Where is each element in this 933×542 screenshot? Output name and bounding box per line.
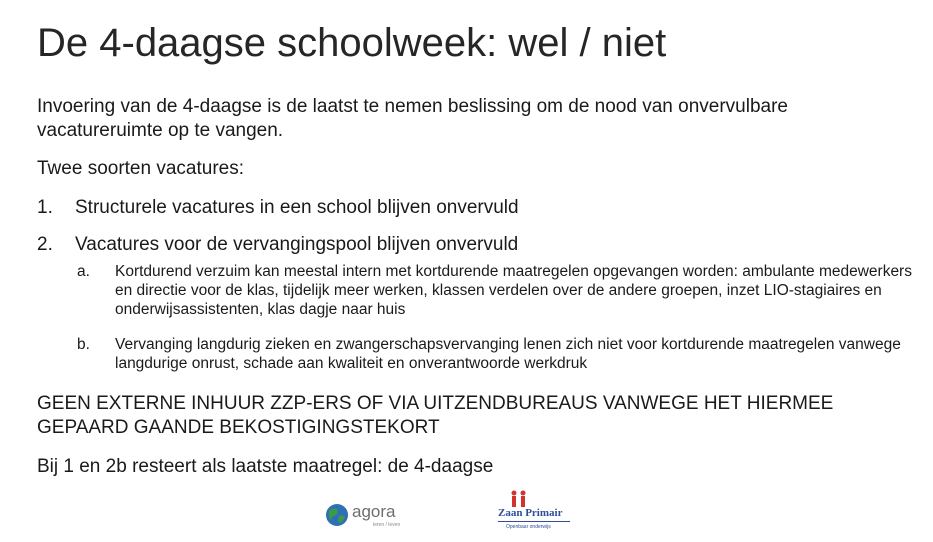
children-figures-icon: [508, 490, 530, 508]
globe-icon: [325, 503, 349, 527]
list-item-text: Vacatures voor de vervangingspool blijven onvervuld: [75, 234, 519, 255]
sublist-item-text: Vervanging langdurig zieken en zwangerschapsvervanging lenen zich niet voor kortdurende maatregelen vanwege langdurige onrust, schade aan kwaliteit en onverantwoorde werkdruk: [115, 336, 901, 372]
list-item-number: 1.: [37, 197, 53, 218]
sublist-item-text: Kortdurend verzuim kan meestal intern met kortdurende maatregelen opgevangen worden: ambulante medewerkers en directie voor de klas, tijdelijk meer werken, klassen verdelen over de andere groepen, inzet LIO-stagiaires en onderwijsassistenten, klas dagje naar huis: [115, 263, 912, 318]
zaan-logo-name: Zaan Primair: [498, 507, 563, 519]
list-item-number: 2.: [37, 234, 53, 255]
agora-logo-tagline: leren / leven: [373, 522, 401, 528]
conclusion-text: Bij 1 en 2b resteert als laatste maatregel: de 4-daagse: [37, 456, 494, 477]
caps-note: GEEN EXTERNE INHUUR ZZP-ERS OF VIA UITZENDBUREAUS VANWEGE HET HIERMEE GEPAARD GAANDE BEKOSTIGINGSTEKORT: [37, 393, 834, 438]
slide-title: De 4-daagse schoolweek: wel / niet: [37, 21, 667, 65]
agora-logo-name: agora: [352, 502, 396, 521]
types-heading: Twee soorten vacatures:: [37, 158, 244, 179]
list-item-text: Structurele vacatures in een school blijven onvervuld: [75, 197, 519, 218]
intro-paragraph: Invoering van de 4-daagse is de laatst te nemen beslissing om de nood van onvervulbare vacatureruimte op te vangen.: [37, 96, 788, 141]
zaan-logo-divider: [498, 521, 570, 522]
sublist-item-number: b.: [77, 336, 90, 353]
zaan-primair-logo: [498, 490, 570, 534]
sublist-item-number: a.: [77, 263, 90, 280]
agora-logo: [325, 500, 403, 534]
zaan-logo-tagline: Openbaar onderwijs: [506, 524, 551, 530]
